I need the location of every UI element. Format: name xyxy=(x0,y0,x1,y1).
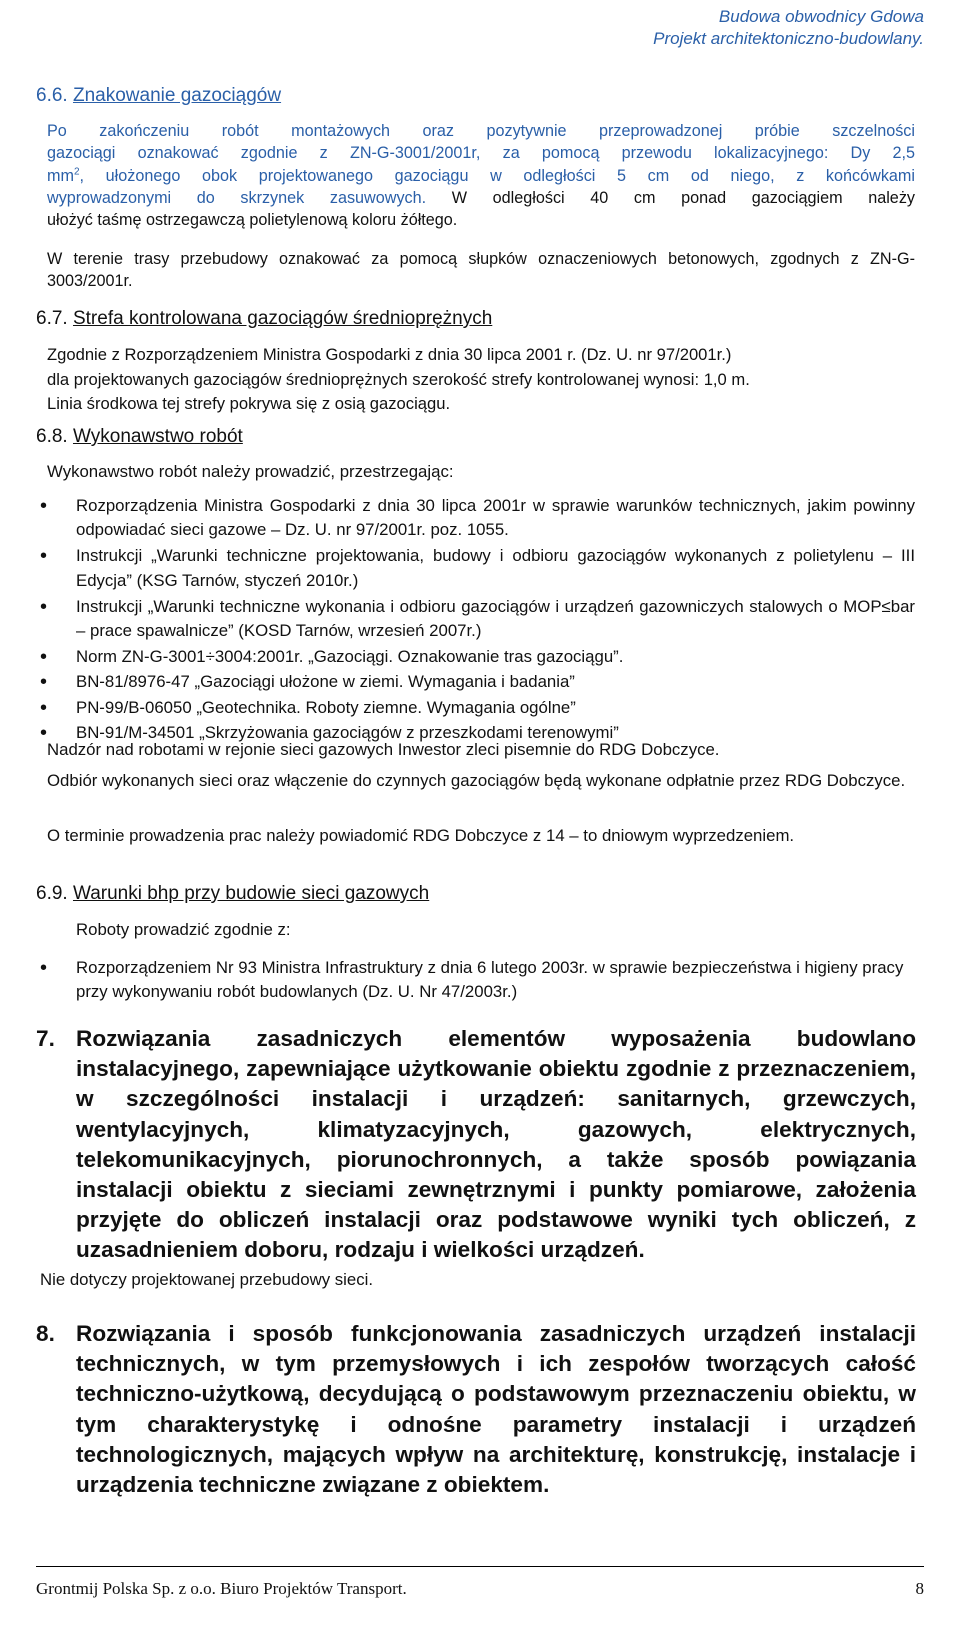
list-item: • Instrukcji „Warunki techniczne projektowania, budowy i odbioru gazociągów wykonanych z polietylenu – III Edycja” (KSG Tarnów, styczeń 2010r.) xyxy=(40,544,915,592)
section-6-6-paragraph-2: W terenie trasy przebudowy oznakować za pomocą słupków oznaczeniowych betonowych, zgodnych z ZN-G-3003/2001r. xyxy=(47,250,915,291)
page-footer xyxy=(36,1579,924,1599)
section-6-8-intro: Wykonawstwo robót należy prowadzić, przestrzegając: xyxy=(47,462,454,481)
text-line: Po zakończeniu robót montażowych oraz pozytywnie przeprowadzonej próbie szczelności xyxy=(47,122,915,140)
text-line xyxy=(47,187,915,209)
list-item: • BN-81/8976-47 „Gazociągi ułożone w ziemi. Wymagania i badania” xyxy=(40,670,915,694)
section-number: 6.7. xyxy=(36,308,68,329)
section-6-6-paragraph-1 xyxy=(47,120,915,231)
section-6-8-notice-paragraph: O terminie prowadzenia prac należy powiadomić RDG Dobczyce z 14 – to dniowym wyprzedzeniem. xyxy=(47,826,795,845)
text-line: gazociągi oznakować zgodnie z ZN-G-3001/2001r, za pomocą przewodu lokalizacyjnego: Dy 2,5 xyxy=(47,144,915,163)
section-title: Wykonawstwo robót xyxy=(72,426,243,447)
page-number: 8 xyxy=(915,1579,924,1598)
section-number: 6.8. xyxy=(36,426,68,447)
list-item: • Rozporządzeniem Nr 93 Ministra Infrastruktury z dnia 6 lutego 2003r. w sprawie bezpieczeństwa i higieny pracy przy wykonywaniu robót budowlanych (Dz. U. Nr 47/2003r.) xyxy=(40,956,915,1004)
section-6-7-heading xyxy=(36,307,492,331)
chapter-8-heading xyxy=(36,1319,916,1500)
text-line: ułożyć taśmę ostrzegawczą polietylenową koloru żółtego. xyxy=(47,211,458,230)
unit-text: mm xyxy=(47,166,74,185)
footer-company: Grontmij Polska Sp. z o.o. Biuro Projektów Transport. xyxy=(36,1579,407,1598)
section-title: Warunki bhp przy budowie sieci gazowych xyxy=(72,883,430,904)
header-project-title: Budowa obwodnicy Gdowa xyxy=(718,7,924,26)
section-6-7-paragraph xyxy=(47,343,915,417)
section-6-8-acceptance-paragraph: Odbiór wykonanych sieci oraz włączenie do czynnych gazociągów będą wykonane odpłatnie przez RDG Dobczyce. xyxy=(47,771,906,790)
text-line xyxy=(47,165,915,187)
header-document-type: Projekt architektoniczno-budowlany. xyxy=(653,29,924,48)
list-item: • PN-99/B-06050 „Geotechnika. Roboty ziemne. Wymagania ogólne” xyxy=(40,696,915,720)
chapter-title: Rozwiązania i sposób funkcjonowania zasadniczych urządzeń instalacji technicznych, w tym przemysłowych i ich zespołów tworzących całość techniczno-użytkową, decydującą o podstawowym przeznaczeniu obiektu, w tym charakterystykę i odnośne parametry instalacji i urządzeń technologicznych, mających wpływ na architekturę, konstrukcję, instalacje i urządzenia techniczne związane z obiektem. xyxy=(76,1321,916,1498)
chapter-7-body: Nie dotyczy projektowanej przebudowy sieci. xyxy=(40,1270,373,1289)
chapter-number: 8. xyxy=(36,1321,55,1346)
chapter-7-heading xyxy=(36,1024,916,1266)
page-header xyxy=(653,6,924,50)
text-line: Linia środkowa tej strefy pokrywa się z osią gazociągu. xyxy=(47,394,451,414)
section-6-9-intro: Roboty prowadzić zgodnie z: xyxy=(76,920,291,939)
text-line: Zgodnie z Rozporządzeniem Ministra Gospodarki z dnia 30 lipca 2001 r. (Dz. U. nr 97/2001r.) xyxy=(47,345,732,364)
text-fragment: wyprowadzonymi do skrzynek zasuwowych. xyxy=(47,188,427,207)
section-title: Znakowanie gazociągów xyxy=(72,85,282,106)
section-6-8-bullet-list xyxy=(40,494,915,745)
list-item: • Norm ZN-G-3001÷3004:2001r. „Gazociągi. Oznakowanie tras gazociągu”. xyxy=(40,645,915,669)
chapter-title: Rozwiązania zasadniczych elementów wyposażenia budowlano instalacyjnego, zapewniające użytkowanie obiektu zgodnie z przeznaczeniem, w szczególności instalacji i urządzeń: sanitarnych, grzewczych, wentylacyjnych, klimatyzacyjnych, gazowych, elektrycznych, telekomunikacyjnych, piorunochronnych, a także sposób powiązania instalacji obiektu z sieciami zewnętrznymi i punkty pomiarowe, założenia przyjęte do obliczeń instalacji oraz podstawowe wyniki tych obliczeń, z uzasadnieniem doboru, rodzaju i wielkości urządzeń. xyxy=(76,1026,916,1263)
section-title: Strefa kontrolowana gazociągów średnioprężnych xyxy=(72,308,493,329)
section-6-8-supervision-paragraph: Nadzór nad robotami w rejonie sieci gazowych Inwestor zleci pisemnie do RDG Dobczyce. xyxy=(47,740,720,759)
list-item: • Instrukcji „Warunki techniczne wykonania i odbioru gazociągów i urządzeń gazowniczych stalowych o MOP≤bar – prace spawalnicze” (KOSD Tarnów, wrzesień 2007r.) xyxy=(40,595,915,643)
section-number: 6.9. xyxy=(36,883,68,904)
text-line: dla projektowanych gazociągów średnioprężnych szerokość strefy kontrolowanej wynosi: 1,0 m. xyxy=(47,369,750,389)
chapter-number: 7. xyxy=(36,1026,55,1051)
list-item: • BN-91/M-34501 „Skrzyżowania gazociągów z przeszkodami terenowymi” xyxy=(40,721,915,745)
section-6-9-heading xyxy=(36,882,429,906)
text-fragment: W odległości 40 cm ponad gazociągiem należy xyxy=(451,188,916,207)
section-6-6-heading xyxy=(36,84,281,108)
unit-superscript: 2 xyxy=(73,166,80,178)
section-6-8-heading xyxy=(36,425,243,449)
section-number: 6.6. xyxy=(36,85,68,106)
section-6-9-bullet-list xyxy=(40,956,915,1004)
footer-divider xyxy=(36,1566,924,1567)
text-fragment: , ułożonego obok projektowanego gazociągu w odległości 5 cm od niego, z końcówkami xyxy=(79,166,915,185)
list-item: • Rozporządzenia Ministra Gospodarki z dnia 30 lipca 2001r w sprawie warunków technicznych, jakim powinny odpowiadać sieci gazowe – Dz. U. nr 97/2001r. poz. 1055. xyxy=(40,494,915,542)
